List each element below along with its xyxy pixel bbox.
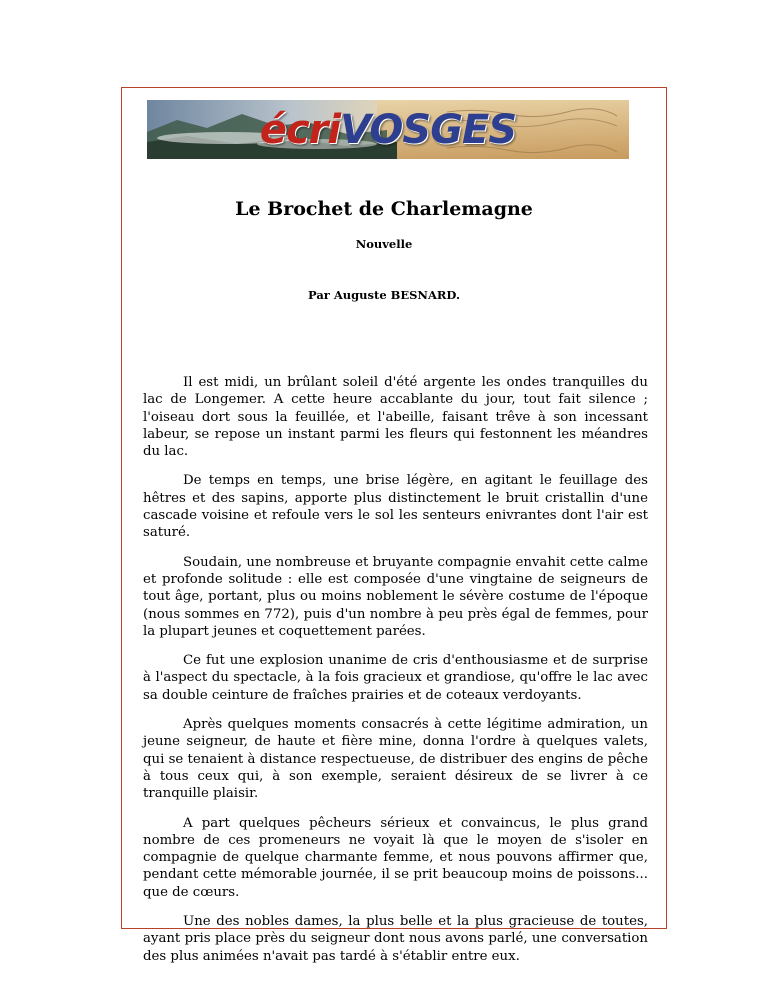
paragraph: Après quelques moments consacrés à cette légitime admiration, un jeune seigneur, de haute et fière mine, donna l'ordre à quelques valets, qui se tenaient à distance respectueuse, de distribuer des engins de pêche à tous ceux qui, à son exemple, seraient désireux de se livrer à ce tranquille plaisir. [143, 717, 648, 802]
story-author: Par Auguste BESNARD. [308, 288, 460, 302]
paragraph: Soudain, une nombreuse et bruyante compagnie envahit cette calme et profonde solitude : elle est composée d'une vingtaine de seigneurs de tout âge, portant, plus ou moins noblement le sévère costume de l'époque (nous sommes en 772), puis d'un nombre à peu près égal de femmes, pour la plupart jeunes et coquettement parées. [143, 554, 648, 639]
site-logo [147, 100, 629, 159]
paragraph: A part quelques pêcheurs sérieux et convaincus, le plus grand nombre de ces promeneurs ne voyait là que le moyen de s'isoler en compagnie de quelque charmante femme, et nous pouvons affirmer que, pendant cette mémorable journée, il se prit beaucoup moins de poissons... que de cœurs. [143, 815, 648, 900]
logo-text-ecri: écri [259, 106, 341, 153]
header-banner [147, 100, 629, 159]
story-genre: Nouvelle [355, 237, 413, 251]
paragraph: Une des nobles dames, la plus belle et la plus gracieuse de toutes, ayant pris place près du seigneur dont nous avons parlé, une conversation des plus animées n'avait pas tardé à s'établir entre eux. [143, 914, 648, 964]
logo-text-vosges: VOSGES [340, 106, 517, 153]
paragraph: Ce fut une explosion unanime de cris d'enthousiasme et de surprise à l'aspect du spectacle, à la fois gracieux et grandiose, qu'offre le lac avec sa double ceinture de fraîches prairies et de coteaux verdoyants. [143, 653, 648, 703]
paragraph: De temps en temps, une brise légère, en agitant le feuillage des hêtres et des sapins, apporte plus distinctement le bruit cristallin d'une cascade voisine et refoule vers le sol les senteurs enivrantes dont l'air est saturé. [143, 473, 648, 541]
story-body [143, 374, 648, 977]
paragraph: Il est midi, un brûlant soleil d'été argente les ondes tranquilles du lac de Longemer. A cette heure accablante du jour, tout fait silence ; l'oiseau dort sous la feuillée, et l'abeille, faisant trêve à son incessant labeur, se repose un instant parmi les fleurs qui festonnent les méandres du lac. [143, 375, 648, 460]
story-title: Le Brochet de Charlemagne [235, 198, 533, 220]
